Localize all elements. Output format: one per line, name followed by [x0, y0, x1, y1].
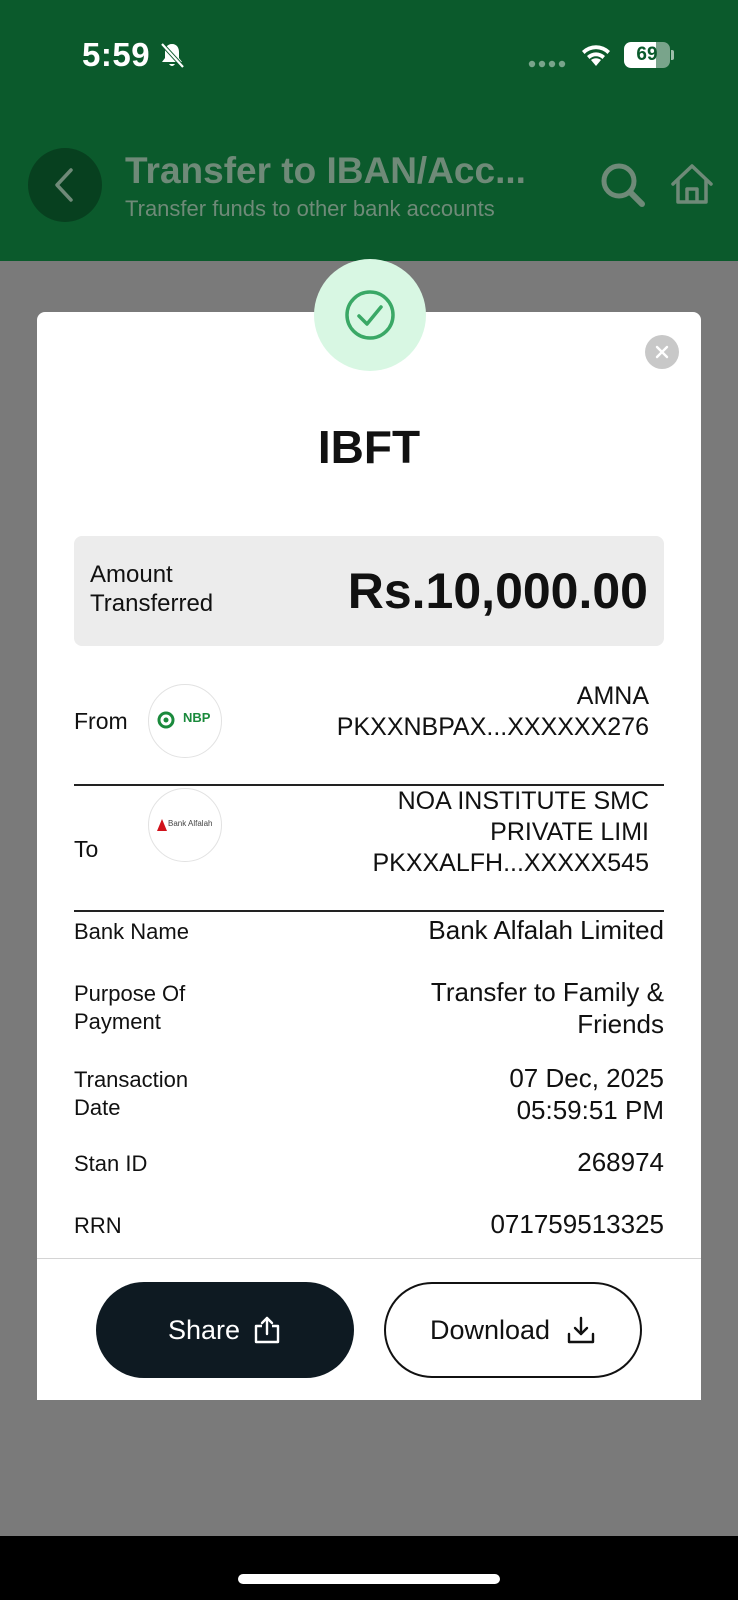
bank-alfalah-logo-text: Bank Alfalah	[168, 819, 213, 828]
detail-label: Bank Name	[74, 919, 189, 944]
close-button[interactable]	[645, 335, 679, 369]
amount-box	[74, 536, 664, 646]
home-icon[interactable]	[668, 160, 716, 208]
wifi-icon	[580, 42, 612, 68]
nbp-logo-text: NBP	[183, 710, 211, 725]
from-name: AMNA	[576, 682, 649, 710]
detail-label: Purpose Of Payment	[74, 981, 186, 1034]
from-label: From	[74, 708, 128, 734]
app-header	[0, 0, 738, 261]
back-button[interactable]	[28, 148, 102, 222]
download-icon	[566, 1315, 596, 1345]
close-icon	[655, 345, 669, 359]
success-badge	[314, 259, 426, 371]
detail-label: RRN	[74, 1213, 122, 1238]
detail-value: Bank Alfalah Limited	[428, 915, 664, 945]
battery-icon	[624, 42, 674, 68]
amount-label: Amount Transferred	[90, 561, 214, 617]
cellular-signal-icon	[528, 60, 568, 68]
to-label: To	[74, 836, 99, 862]
footer-divider	[37, 1258, 701, 1259]
chevron-left-icon	[51, 166, 79, 204]
from-details	[337, 681, 649, 743]
amount-value: Rs.10,000.00	[347, 563, 648, 619]
bottom-safe-area	[0, 1536, 738, 1600]
share-button[interactable]	[96, 1282, 354, 1378]
to-name-line2: PRIVATE LIMI	[490, 818, 649, 846]
detail-value: Transfer to Family & Friends	[430, 977, 664, 1039]
to-name-line1: NOA INSTITUTE SMC	[397, 787, 649, 815]
from-row	[74, 676, 664, 786]
check-circle-icon	[343, 288, 397, 342]
from-account: PKXXNBPAX...XXXXXX276	[336, 713, 649, 741]
bell-off-icon	[157, 40, 187, 70]
home-indicator[interactable]	[238, 1574, 500, 1584]
to-row	[74, 786, 664, 912]
detail-value: 071759513325	[490, 1209, 664, 1239]
nbp-logo	[148, 684, 222, 758]
download-button[interactable]	[384, 1282, 642, 1378]
page-subtitle: Transfer funds to other bank accounts	[125, 196, 495, 221]
download-label: Download	[429, 1314, 551, 1345]
receipt-title: IBFT	[317, 421, 421, 473]
detail-value: 268974	[577, 1147, 664, 1177]
to-account: PKXXALFH...XXXXX545	[372, 849, 649, 877]
page-title: Transfer to IBAN/Acc...	[125, 150, 526, 191]
detail-label: Transaction Date	[74, 1067, 189, 1120]
status-time: 5:59	[82, 36, 151, 73]
search-icon[interactable]	[598, 160, 646, 208]
battery-percent: 69	[636, 44, 658, 65]
detail-label: Stan ID	[74, 1151, 148, 1176]
bank-alfalah-logo	[148, 788, 222, 862]
share-label: Share	[167, 1314, 241, 1345]
detail-value: 07 Dec, 2025 05:59:51 PM	[509, 1063, 664, 1125]
to-details	[372, 786, 649, 879]
receipt-modal	[37, 312, 701, 1400]
share-icon	[252, 1315, 282, 1345]
